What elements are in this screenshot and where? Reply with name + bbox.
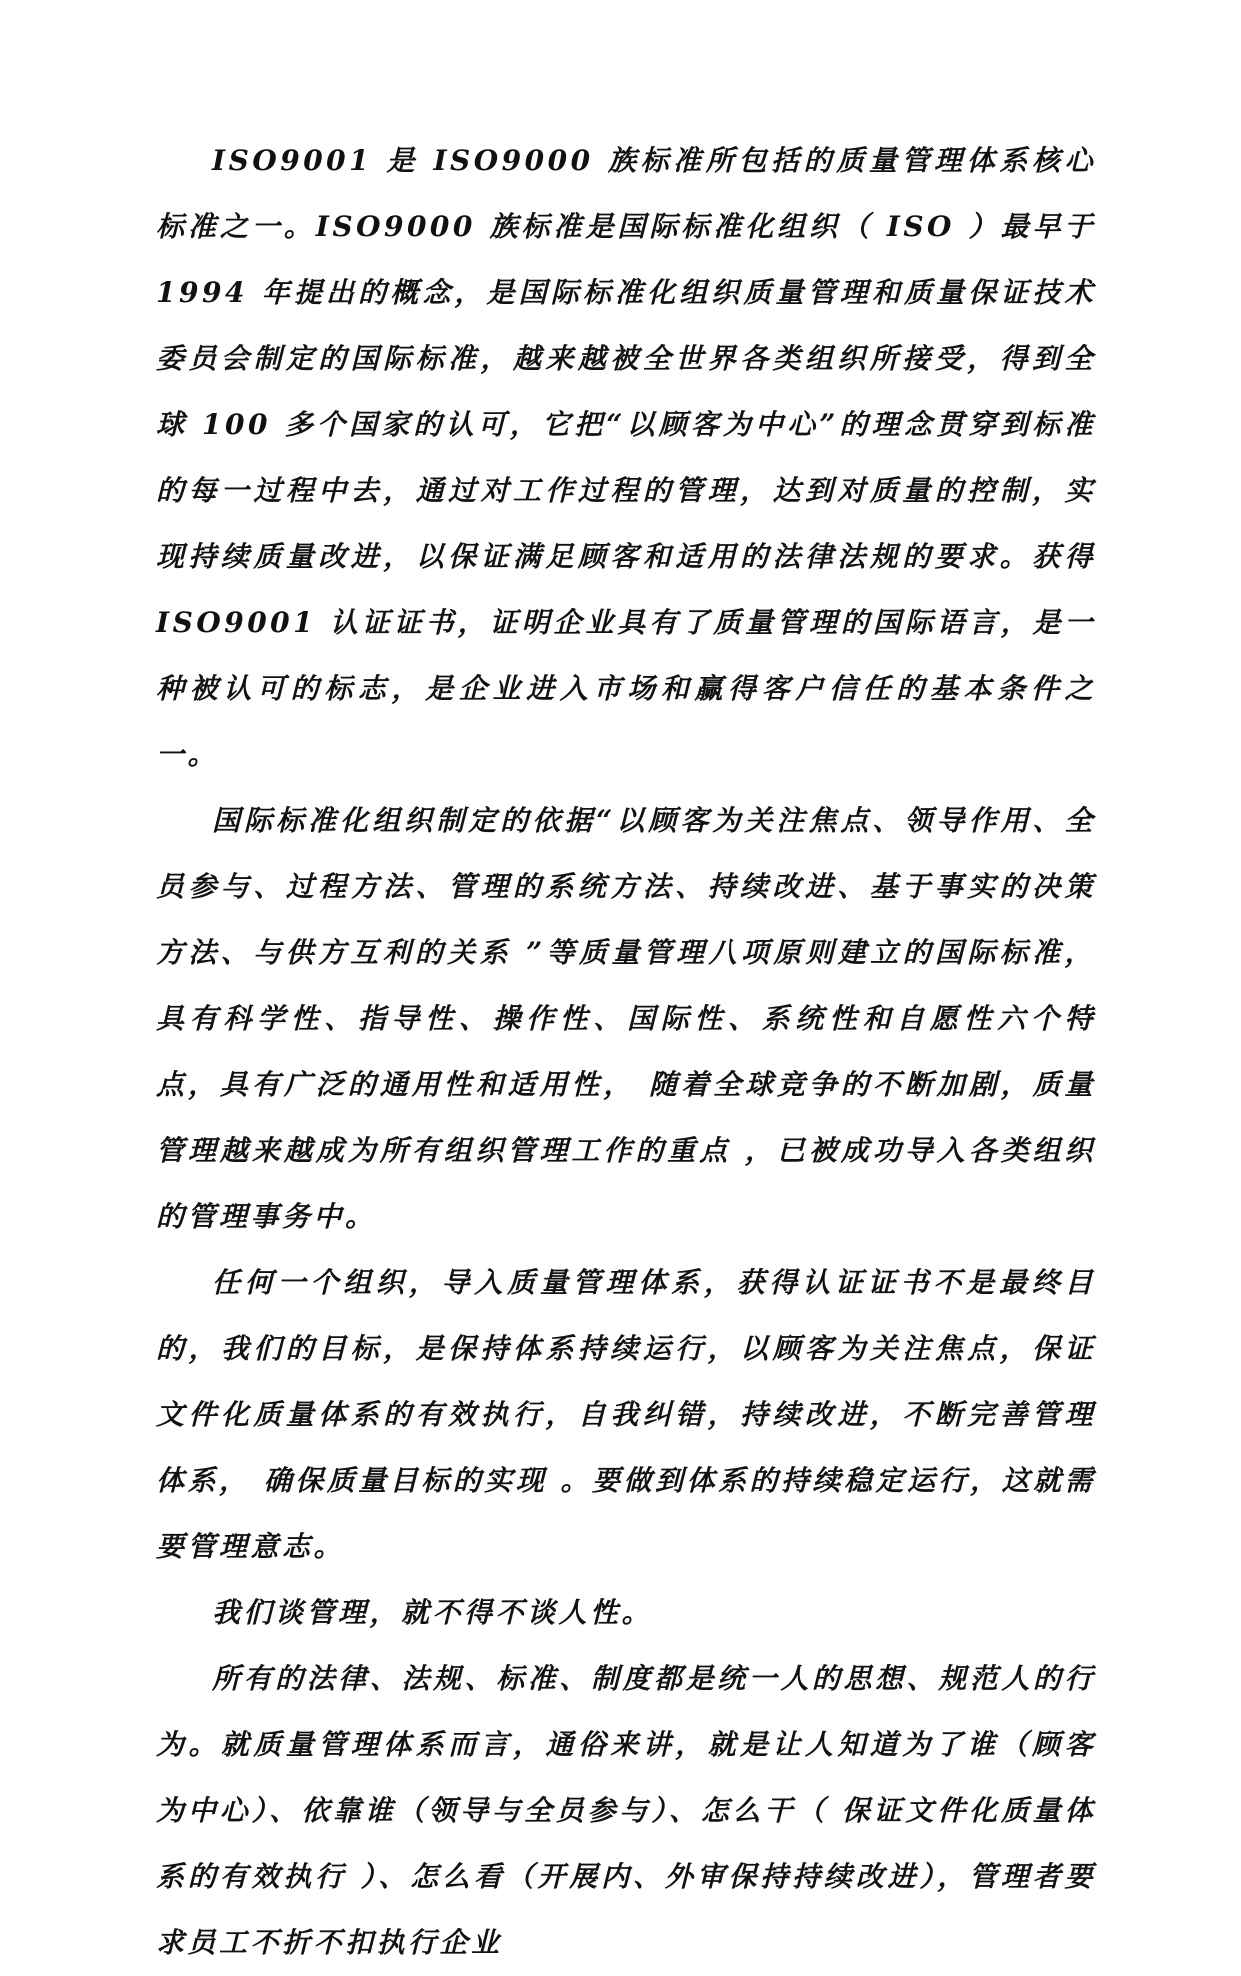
- paragraph-iso9001-intro: ISO9001 是 ISO9000 族标准所包括的质量管理体系核心标准之一。ISO9000 族标准是国际标准化组织（ ISO ）最早于 1994 年提出的概念，是国际标准化组织质量管理和质量保证技术委员会制定的国际标准，越来越被全世界各类组织所接受，得到全球 100 多个国家的认可，它把“以顾客为中心”的理念贯穿到标准的每一过程中去，通过对工作过程的管理，达到对质量的控制，实现持续质量改进，以保证满足顾客和适用的法律法规的要求。获得 ISO9001 认证证书，证明企业具有了质量管理的国际语言，是一种被认可的标志，是企业进入市场和赢得客户信任的基本条件之一。: [156, 144, 1096, 771]
- paragraph-eight-principles: 国际标准化组织制定的依据“以顾客为关注焦点、领导作用、全员参与、过程方法、管理的系统方法、持续改进、基于事实的决策方法、与供方互利的关系 ”等质量管理八项原则建立的国际标准，具有科学性、指导性、操作性、国际性、系统性和自愿性六个特点，具有广泛的通用性和适用性， 随着全球竞争的不断加剧，质量管理越来越成为所有组织管理工作的重点 ，已被成功导入各类组织的管理事务中。: [156, 804, 1096, 1233]
- paragraph-rules-and-behavior: 所有的法律、法规、标准、制度都是统一人的思想、规范人的行为。就质量管理体系而言，通俗来讲，就是让人知道为了谁（顾客为中心）、依靠谁（领导与全员参与）、怎么干（ 保证文件化质量体系的有效执行 ）、怎么看（开展内、外审保持持续改进），管理者要求员工不折不扣执行企业: [156, 1662, 1096, 1959]
- paragraph-organization-goal: 任何一个组织，导入质量管理体系，获得认证证书不是最终目的，我们的目标，是保持体系持续运行，以顾客为关注焦点，保证文件化质量体系的有效执行，自我纠错，持续改进，不断完善管理体系， 确保质量目标的实现 。要做到体系的持续稳定运行，这就需要管理意志。: [156, 1266, 1096, 1563]
- paragraph-human-nature: 我们谈管理，就不得不谈人性。: [212, 1596, 654, 1629]
- body-text: [156, 128, 1096, 1976]
